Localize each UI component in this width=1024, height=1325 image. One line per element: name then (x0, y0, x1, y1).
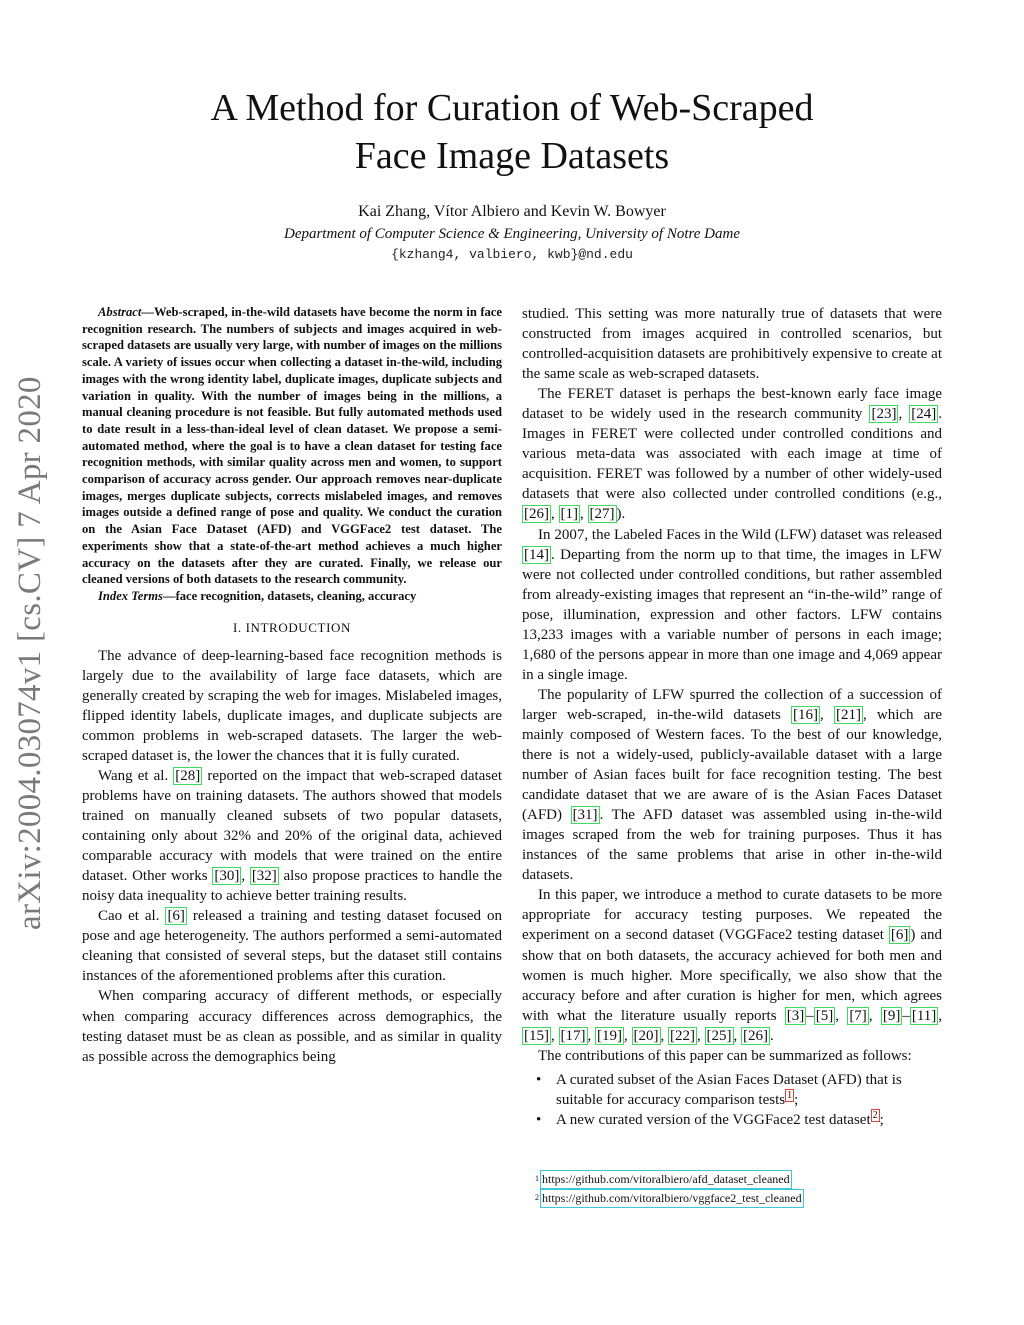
citation-link[interactable]: [14] (524, 546, 549, 563)
intro-paragraph-3 (82, 906, 502, 986)
citation-link[interactable]: [26] (743, 1027, 768, 1044)
abstract-lead: Abstract (98, 305, 142, 319)
text-run: released a training and testing dataset focused on pose and age heterogeneity. The authors performed a semi-automated cleaning that consisted of several steps, but the dataset still contains instances of the aforementioned problems after this curation. (82, 908, 502, 985)
footnote-number: 2 (535, 1193, 539, 1202)
index-terms (82, 588, 502, 605)
citation-link[interactable]: [23] (871, 406, 897, 423)
citation-link[interactable]: [1] (560, 506, 578, 523)
citation-link[interactable]: [11] (911, 1007, 937, 1024)
text-run: ; (879, 1111, 884, 1128)
right-paragraph-0: studied. This setting was more naturally true of datasets that were constructed from images acquired in controlled scenarios, but controlled-acquisition datasets are prohibitively expensive to create at the same scale as web-scraped datasets. (522, 306, 942, 383)
text-run: Wang et al. (98, 767, 174, 784)
footnote-2 (535, 1189, 935, 1208)
text-run: ). (616, 506, 626, 523)
right-column (522, 304, 942, 1130)
text-run: . The AFD dataset was assembled using in-the-wild images scraped from the web for training purposes. Thus it has instances of the same problems that arise in other in-the-wild datasets. (522, 807, 943, 884)
text-run: ; (794, 1091, 799, 1108)
citation-link[interactable]: [28] (175, 767, 201, 784)
citation-link[interactable]: [6] (167, 908, 185, 925)
title-line-1: A Method for Curation of Web-Scraped (210, 87, 814, 129)
text-run: – (806, 1007, 814, 1024)
left-column (82, 304, 502, 1067)
authors: Kai Zhang, Vítor Albiero and Kevin W. Bowyer (358, 203, 666, 220)
citation-link[interactable]: [24] (911, 406, 937, 423)
right-paragraph-popularity (522, 685, 942, 885)
list-item-text: A new curated version of the VGGFace2 test dataset (556, 1111, 871, 1128)
affiliation: Department of Computer Science & Engineering, University of Notre Dame (283, 226, 741, 242)
list-item (522, 1110, 942, 1130)
footnote-url-link[interactable]: https://github.com/vitoralbiero/vggface2_test_cleaned (540, 1189, 804, 1208)
citation-link[interactable]: [15] (524, 1027, 549, 1044)
intro-paragraph-2 (82, 766, 502, 906)
text-run: – (902, 1007, 910, 1024)
text-run: , (697, 1027, 705, 1044)
index-terms-lead: Index Terms (98, 588, 163, 603)
citation-link[interactable]: [5] (815, 1007, 834, 1024)
list-item (522, 1070, 942, 1110)
text-run: Cao et al. (98, 908, 166, 925)
citation-link[interactable]: [20] (633, 1027, 659, 1044)
paper-title (100, 84, 924, 180)
footnote-1 (535, 1170, 935, 1189)
text-run: The FERET dataset is perhaps the best-known early face image dataset to be widely used in the research community (522, 386, 942, 423)
citation-link[interactable]: [16] (793, 706, 819, 723)
right-paragraph-lfw (522, 525, 942, 685)
footnote-url-link[interactable]: https://github.com/vitoralbiero/afd_dataset_cleaned (540, 1170, 792, 1189)
citation-link[interactable]: [19] (597, 1027, 622, 1044)
text-run: , (241, 868, 250, 885)
text-run: In this paper, we introduce a method to curate datasets to be more appropriate for accuracy testing purposes. We repeated the experiment on a second dataset (VGGFace2 testing dataset (522, 887, 942, 944)
citation-link[interactable]: [22] (670, 1027, 695, 1044)
text-run: reported on the impact that web-scraped dataset problems have on training datasets. The authors showed that models trained on manually cleaned subsets of two popular datasets, containing only about 32% and 20% of the original data, achieved comparable accuracy with models that were trained on the entire dataset. Other works (82, 767, 502, 885)
right-paragraph-contributions: The contributions of this paper can be summarized as follows: (538, 1047, 912, 1064)
text-run: , (835, 1007, 848, 1024)
text-run: , which are mainly composed of Western faces. To the best of our knowledge, there is not a widely-used, publicly-available dataset with a large number of Asian faces built for face recognition testing. The best candidate dataset that we are aware of is the Asian Faces Dataset (AFD) (522, 706, 942, 824)
footnotes (535, 1170, 935, 1208)
text-run: . (770, 1027, 774, 1044)
text-run: , (820, 706, 834, 723)
right-paragraph-this-paper (522, 885, 942, 1045)
list-item-text: A curated subset of the Asian Faces Dataset (AFD) that is suitable for accuracy comparison tests (556, 1071, 902, 1108)
text-run: , (624, 1027, 632, 1044)
citation-link[interactable]: [30] (214, 868, 240, 885)
text-run: , (551, 1027, 559, 1044)
text-run: , (580, 506, 588, 523)
text-run: , (868, 1007, 881, 1024)
text-run: , (898, 406, 910, 423)
text-run: . Images in FERET were collected under controlled conditions and various meta-data was associated with each image at time of acquisition. FERET was followed by a number of other widely-used datasets that were also collected under controlled conditions (e.g., (522, 406, 942, 503)
text-run: In 2007, the Labeled Faces in the Wild (LFW) dataset was released (538, 526, 942, 543)
citation-link[interactable]: [25] (706, 1027, 732, 1044)
right-paragraph-feret (522, 384, 942, 524)
intro-paragraph-4: When comparing accuracy of different methods, or especially when comparing accuracy differences across demographics, the testing dataset must be as clean as possible, and as similar in quality as possible across the demographics being (82, 988, 502, 1065)
contributions-list (522, 1070, 942, 1130)
citation-link[interactable]: [27] (589, 506, 615, 523)
citation-link[interactable]: [3] (786, 1007, 805, 1024)
abstract-text: —Web-scraped, in-the-wild datasets have become the norm in face recognition research. The numbers of subjects and images acquired in web-scraped datasets are usually very large, with number of images on the millions scale. A variety of issues occur when collecting a dataset in-the-wild, including images with the wrong identity label, duplicate images, duplicate subjects and variation in quality. With the number of images being in the millions, a manual cleaning procedure is not feasible. But fully automated methods used to date result in a less-than-ideal level of clean dataset. We propose a semi-automated method, where the goal is to have a clean dataset for testing face recognition methods, with similar quality across men and women, to support comparison of accuracy across gender. Our approach removes near-duplicate images, merges duplicate subjects, corrects mislabeled images, and removes images outside a defined range of pose and quality. We conduct the curation on the Asian Face Dataset (AFD) and VGGFace2 test dataset. The experiments show that a state-of-the-art method achieves a much higher accuracy on the datasets after they are curated. Finally, we release our cleaned versions of both datasets to the research community. (82, 305, 502, 587)
bullet-dot-icon: • (536, 1111, 542, 1128)
citation-link[interactable]: [26] (524, 506, 549, 523)
text-run: , (660, 1027, 668, 1044)
text-run: , (587, 1027, 595, 1044)
title-line-2: Face Image Datasets (354, 135, 670, 177)
author-emails: {kzhang4, valbiero, kwb}@nd.edu (391, 247, 633, 262)
text-run: , (938, 1007, 943, 1024)
text-run: The popularity of LFW spurred the collection of a succession of larger web-scraped, in-the-wild datasets (522, 686, 942, 723)
bullet-dot-icon: • (536, 1071, 542, 1088)
text-run: also propose practices to handle the noisy data inequality to achieve better training results. (82, 868, 502, 905)
text-run: , (551, 506, 559, 523)
text-run: , (733, 1027, 741, 1044)
abstract (82, 304, 502, 588)
citation-link[interactable]: [21] (835, 706, 861, 723)
index-terms-text: —face recognition, datasets, cleaning, accuracy (162, 588, 417, 603)
citation-link[interactable]: [7] (849, 1007, 867, 1024)
footnote-number: 1 (535, 1174, 539, 1183)
citation-link[interactable]: [6] (890, 927, 909, 944)
arxiv-identifier: arXiv:2004.03074v1 [cs.CV] 7 Apr 2020 (12, 376, 48, 930)
text-run: ) and show that on both datasets, the accuracy achieved for both men and women is much higher. More specifically, we also show that the accuracy before and after curation is higher for men, which agrees with what the literature usually reports (522, 927, 942, 1024)
footnote-mark-link[interactable]: 1 (787, 1089, 793, 1101)
footnote-mark-link[interactable]: 2 (872, 1109, 878, 1121)
citation-link[interactable]: [9] (882, 1007, 901, 1024)
citation-link[interactable]: [32] (251, 868, 277, 885)
citation-link[interactable]: [17] (560, 1027, 586, 1044)
intro-paragraph-1: The advance of deep-learning-based face recognition methods is largely due to the availability of large face datasets, which are generally created by scraping the web for images. Mislabeled images, flipped identity labels, duplicate images, and duplicate subjects are common problems in web-scraped datasets. The larger the web-scraped dataset is, the lower the chances that it is fully curated. (82, 647, 502, 764)
section-heading-introduction: I. INTRODUCTION (232, 619, 352, 635)
text-run: . Departing from the norm up to that time, the images in LFW were not collected under controlled conditions, but rather assembled from already-existing images that represent an “in-the-wild” range of pose, illumination, expression and other factors. LFW contains 13,233 images with a variable number of persons in each image; 1,680 of the persons appear in more than one image and 4,069 appear in a single image. (522, 546, 942, 683)
citation-link[interactable]: [31] (572, 807, 598, 824)
